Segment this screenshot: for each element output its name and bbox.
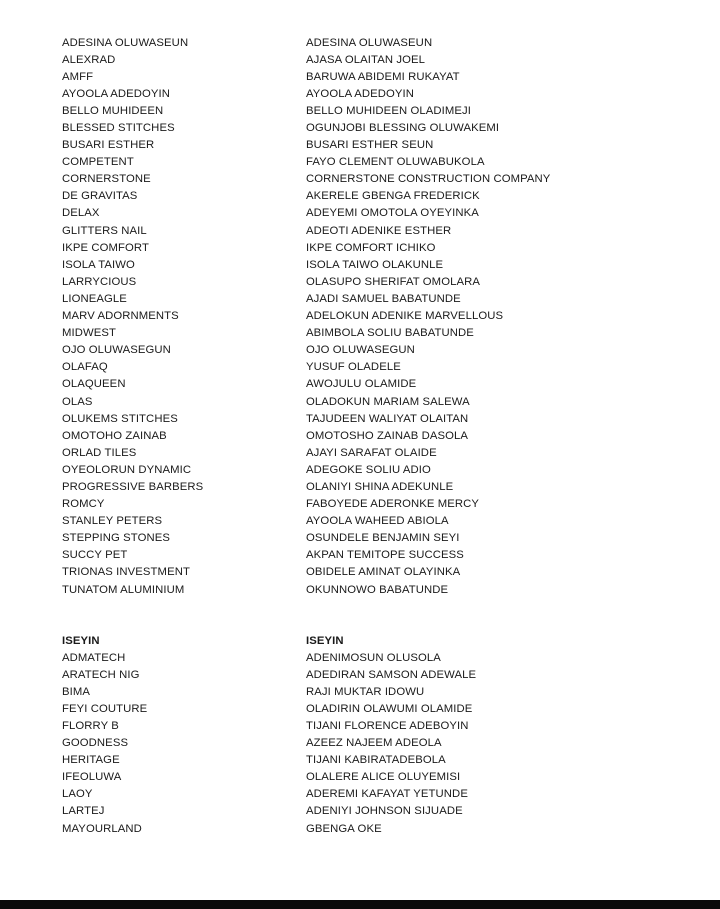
list-row: [62, 273, 682, 290]
iseyin-list: [62, 632, 682, 837]
business-name: ADMATECH: [62, 651, 126, 664]
owner-name: ADEREMI KAFAYAT YETUNDE: [306, 788, 468, 801]
list-row: [62, 581, 682, 598]
business-name: LIONEAGLE: [62, 292, 127, 305]
owner-name: ADELOKUN ADENIKE MARVELLOUS: [306, 310, 504, 323]
list-row: [62, 496, 682, 513]
section-heading-row: [62, 632, 682, 649]
business-name: DE GRAVITAS: [62, 190, 138, 203]
business-name: OLAFAQ: [62, 361, 108, 374]
business-name: STANLEY PETERS: [62, 515, 163, 528]
list-row: [62, 547, 682, 564]
business-name: BELLO MUHIDEEN: [62, 104, 164, 117]
list-row: [62, 188, 682, 205]
business-name: HERITAGE: [62, 754, 120, 767]
business-name: SUCCY PET: [62, 549, 128, 562]
business-name: ISOLA TAIWO: [62, 258, 135, 271]
business-name: FEYI COUTURE: [62, 702, 148, 715]
list-row: [62, 461, 682, 478]
bottom-edge-bar: [0, 900, 720, 909]
list-row: [62, 222, 682, 239]
owner-name: ABIMBOLA SOLIU BABATUNDE: [306, 327, 474, 340]
business-name: IKPE COMFORT: [62, 241, 149, 254]
owner-name: IKPE COMFORT ICHIKO: [306, 241, 436, 254]
owner-name: OGUNJOBI BLESSING OLUWAKEMI: [306, 122, 500, 135]
owner-name: ADEYEMI OMOTOLA OYEYINKA: [306, 207, 479, 220]
list-row: [62, 34, 682, 51]
section-heading: ISEYIN: [62, 634, 100, 647]
list-row: [62, 137, 682, 154]
list-row: [62, 308, 682, 325]
owner-name: AYOOLA WAHEED ABIOLA: [306, 515, 449, 528]
owner-name: FABOYEDE ADERONKE MERCY: [306, 498, 480, 511]
business-name: AMFF: [62, 70, 94, 83]
owner-name: OSUNDELE BENJAMIN SEYI: [306, 532, 460, 545]
business-name: MIDWEST: [62, 327, 117, 340]
business-name: LAOY: [62, 788, 93, 801]
business-name: PROGRESSIVE BARBERS: [62, 480, 204, 493]
list-row: [62, 478, 682, 495]
owner-name: TIJANI FLORENCE ADEBOYIN: [306, 720, 469, 733]
business-name: MAYOURLAND: [62, 822, 142, 835]
list-row: [62, 444, 682, 461]
owner-name: TAJUDEEN WALIYAT OLAITAN: [306, 412, 469, 425]
business-name: OLUKEMS STITCHES: [62, 412, 178, 425]
owner-name: ADEDIRAN SAMSON ADEWALE: [306, 668, 477, 681]
owner-name: AZEEZ NAJEEM ADEOLA: [306, 737, 442, 750]
owner-name: OBIDELE AMINAT OLAYINKA: [306, 566, 461, 579]
owner-name: ADENIYI JOHNSON SIJUADE: [306, 805, 463, 818]
business-owner-list: [62, 34, 682, 598]
list-row: [62, 154, 682, 171]
business-name: BIMA: [62, 685, 91, 698]
owner-name: TIJANI KABIRATADEBOLA: [306, 754, 446, 767]
business-name: OJO OLUWASEGUN: [62, 344, 171, 357]
owner-name: ISOLA TAIWO OLAKUNLE: [306, 258, 444, 271]
business-name: ORLAD TILES: [62, 446, 137, 459]
business-name: OMOTOHO ZAINAB: [62, 429, 167, 442]
list-row: [62, 393, 682, 410]
list-row: [62, 769, 682, 786]
list-row: [62, 683, 682, 700]
business-name: GOODNESS: [62, 737, 129, 750]
owner-name: ADEGOKE SOLIU ADIO: [306, 463, 431, 476]
list-row: [62, 85, 682, 102]
business-name: TUNATOM ALUMINIUM: [62, 583, 185, 596]
list-row: [62, 717, 682, 734]
list-row: [62, 666, 682, 683]
list-row: [62, 786, 682, 803]
owner-name: GBENGA OKE: [306, 822, 382, 835]
business-name: LARRYCIOUS: [62, 275, 137, 288]
owner-name: OLALERE ALICE OLUYEMISI: [306, 771, 461, 784]
business-name: DELAX: [62, 207, 100, 220]
list-row: [62, 359, 682, 376]
business-name: TRIONAS INVESTMENT: [62, 566, 190, 579]
list-row: [62, 735, 682, 752]
list-row: [62, 51, 682, 68]
business-name: COMPETENT: [62, 156, 134, 169]
list-row: [62, 102, 682, 119]
business-name: OYEOLORUN DYNAMIC: [62, 463, 192, 476]
business-name: ARATECH NIG: [62, 668, 140, 681]
owner-name: OLASUPO SHERIFAT OMOLARA: [306, 275, 480, 288]
list-row: [62, 290, 682, 307]
list-row: [62, 530, 682, 547]
owner-name: ADENIMOSUN OLUSOLA: [306, 651, 441, 664]
owner-name: ADEOTI ADENIKE ESTHER: [306, 224, 452, 237]
list-row: [62, 119, 682, 136]
owner-name: OKUNNOWO BABATUNDE: [306, 583, 449, 596]
owner-name: OJO OLUWASEGUN: [306, 344, 415, 357]
list-row: [62, 68, 682, 85]
business-name: OLAQUEEN: [62, 378, 126, 391]
list-row: [62, 342, 682, 359]
business-name: STEPPING STONES: [62, 532, 171, 545]
owner-name: AJAYI SARAFAT OLAIDE: [306, 446, 437, 459]
owner-name: AYOOLA ADEDOYIN: [306, 87, 415, 100]
list-row: [62, 513, 682, 530]
section-heading: ISEYIN: [306, 634, 344, 647]
list-row: [62, 820, 682, 837]
owner-name: AJADI SAMUEL BABATUNDE: [306, 292, 461, 305]
owner-name: BELLO MUHIDEEN OLADIMEJI: [306, 104, 471, 117]
list-row: [62, 752, 682, 769]
list-row: [62, 803, 682, 820]
list-row: [62, 205, 682, 222]
owner-name: YUSUF OLADELE: [306, 361, 401, 374]
list-row: [62, 171, 682, 188]
business-name: MARV ADORNMENTS: [62, 310, 179, 323]
owner-name: OMOTOSHO ZAINAB DASOLA: [306, 429, 469, 442]
business-name: ADESINA OLUWASEUN: [62, 36, 189, 49]
business-name: LARTEJ: [62, 805, 105, 818]
business-name: ROMCY: [62, 498, 105, 511]
list-row: [62, 410, 682, 427]
business-name: IFEOLUWA: [62, 771, 122, 784]
business-name: OLAS: [62, 395, 93, 408]
list-row: [62, 256, 682, 273]
owner-name: CORNERSTONE CONSTRUCTION COMPANY: [306, 173, 551, 186]
list-row: [62, 239, 682, 256]
business-name: GLITTERS NAIL: [62, 224, 147, 237]
business-name: BLESSED STITCHES: [62, 122, 175, 135]
list-row: [62, 649, 682, 666]
owner-name: OLADIRIN OLAWUMI OLAMIDE: [306, 702, 473, 715]
business-name: AYOOLA ADEDOYIN: [62, 87, 171, 100]
owner-name: AKPAN TEMITOPE SUCCESS: [306, 549, 464, 562]
owner-name: OLANIYI SHINA ADEKUNLE: [306, 480, 454, 493]
owner-name: OLADOKUN MARIAM SALEWA: [306, 395, 470, 408]
business-name: FLORRY B: [62, 720, 119, 733]
owner-name: AWOJULU OLAMIDE: [306, 378, 417, 391]
list-row: [62, 427, 682, 444]
list-row: [62, 376, 682, 393]
owner-name: BARUWA ABIDEMI RUKAYAT: [306, 70, 460, 83]
owner-name: AJASA OLAITAN JOEL: [306, 53, 425, 66]
list-row: [62, 564, 682, 581]
business-name: CORNERSTONE: [62, 173, 151, 186]
owner-name: ADESINA OLUWASEUN: [306, 36, 433, 49]
owner-name: BUSARI ESTHER SEUN: [306, 139, 434, 152]
owner-name: RAJI MUKTAR IDOWU: [306, 685, 425, 698]
owner-name: FAYO CLEMENT OLUWABUKOLA: [306, 156, 485, 169]
business-name: ALEXRAD: [62, 53, 116, 66]
list-row: [62, 700, 682, 717]
owner-name: AKERELE GBENGA FREDERICK: [306, 190, 480, 203]
list-row: [62, 325, 682, 342]
business-name: BUSARI ESTHER: [62, 139, 155, 152]
